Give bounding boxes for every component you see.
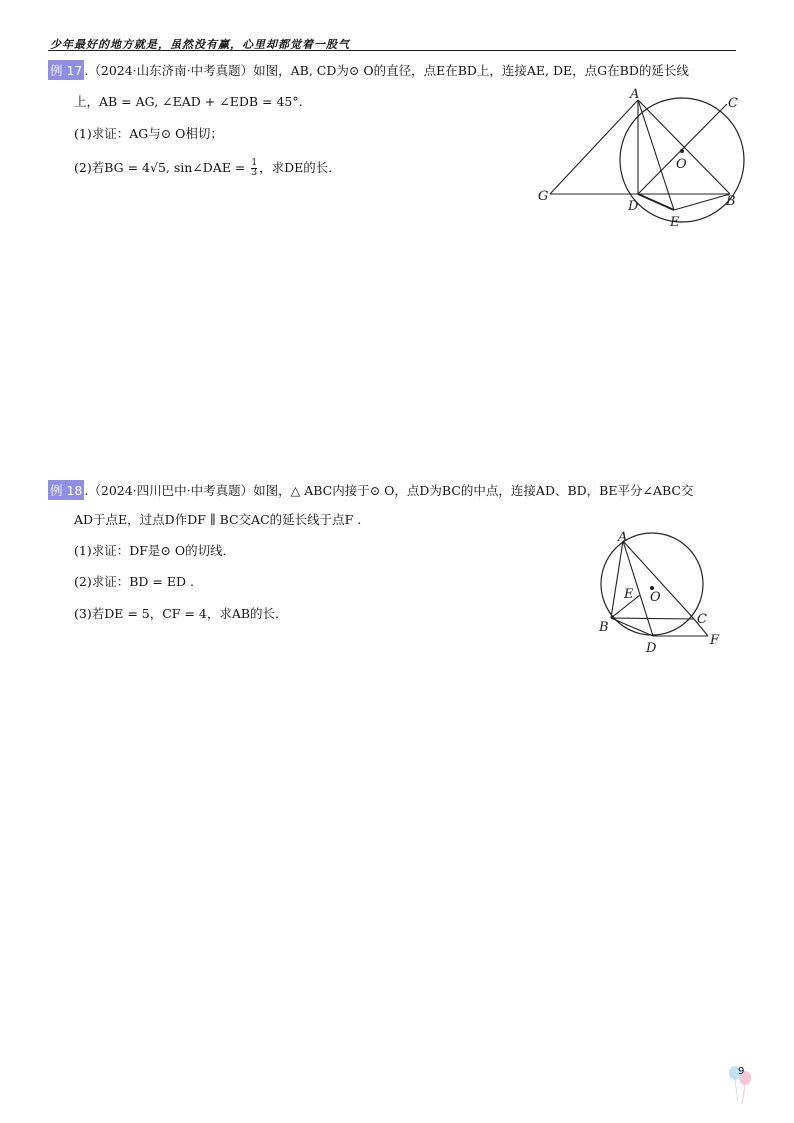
label-e: E — [670, 215, 680, 230]
problem-17-question-1: (1)求证：AG与⊙ O相切； — [74, 126, 223, 141]
fraction — [251, 159, 257, 178]
label-c: C — [697, 612, 707, 627]
label-a: A — [618, 530, 628, 545]
problem-18-stem: .（2024·四川巴中·中考真题）如图，△ ABC内接于⊙ O，点D为BC的中点，连接AD、BD，BE平分∠ABC交 — [84, 483, 694, 498]
figure-18 — [590, 526, 730, 656]
label-g: G — [538, 189, 549, 204]
segment-de — [638, 194, 674, 210]
problem-18-line1 — [48, 480, 693, 500]
label-o: O — [650, 590, 661, 605]
segment-bc — [611, 618, 694, 619]
segment-ab — [611, 541, 623, 618]
problem-17-line2: 上，AB = AG, ∠EAD + ∠EDB = 45°. — [74, 94, 303, 109]
problem-18-tag: 例 18 — [48, 480, 84, 500]
segment-bd — [611, 618, 653, 636]
problem-17-q2-text: (2)若BG = 4√5, sin∠DAE = — [74, 160, 250, 175]
problem-17-line1 — [48, 60, 689, 80]
page-header-slogan: 少年最好的地方就是，虽然没有赢，心里却都觉着一股气 — [50, 38, 350, 51]
fraction-denominator: 3 — [251, 168, 258, 178]
label-d: D — [646, 641, 657, 656]
segment-ac — [623, 541, 694, 619]
problem-17-q2-tail: ，求DE的长． — [259, 160, 341, 175]
page-number: 9 — [738, 1066, 745, 1077]
label-b: B — [599, 620, 609, 635]
label-b: B — [726, 194, 736, 209]
problem-18-line2: AD于点E，过点D作DF ∥ BC交AC的延长线于点F . — [74, 512, 362, 527]
segment-dc — [638, 104, 727, 194]
problem-18-question-1: (1)求证：DF是⊙ O的切线． — [74, 543, 236, 558]
problem-17-tag: 例 17 — [48, 60, 84, 80]
label-d: D — [628, 199, 639, 214]
problem-17-question-2 — [74, 158, 341, 178]
label-a: A — [630, 88, 640, 102]
fraction-numerator: 1 — [251, 158, 258, 168]
label-e: E — [624, 587, 634, 602]
label-f: F — [710, 633, 720, 648]
segment-ga — [550, 100, 638, 194]
point-o — [680, 149, 684, 153]
label-o: O — [676, 157, 687, 172]
problem-18-question-3: (3)若DE = 5，CF = 4，求AB的长． — [74, 606, 288, 621]
figure-17 — [530, 88, 760, 238]
header-rule — [48, 50, 736, 51]
label-c: C — [728, 96, 738, 111]
problem-18-question-2: (2)求证：BD = ED . — [74, 574, 194, 589]
problem-17-stem: .（2024·山东济南·中考真题）如图，AB, CD为⊙ O的直径，点E在BD上，连接AE, DE，点G在BD的延长线 — [84, 63, 689, 78]
